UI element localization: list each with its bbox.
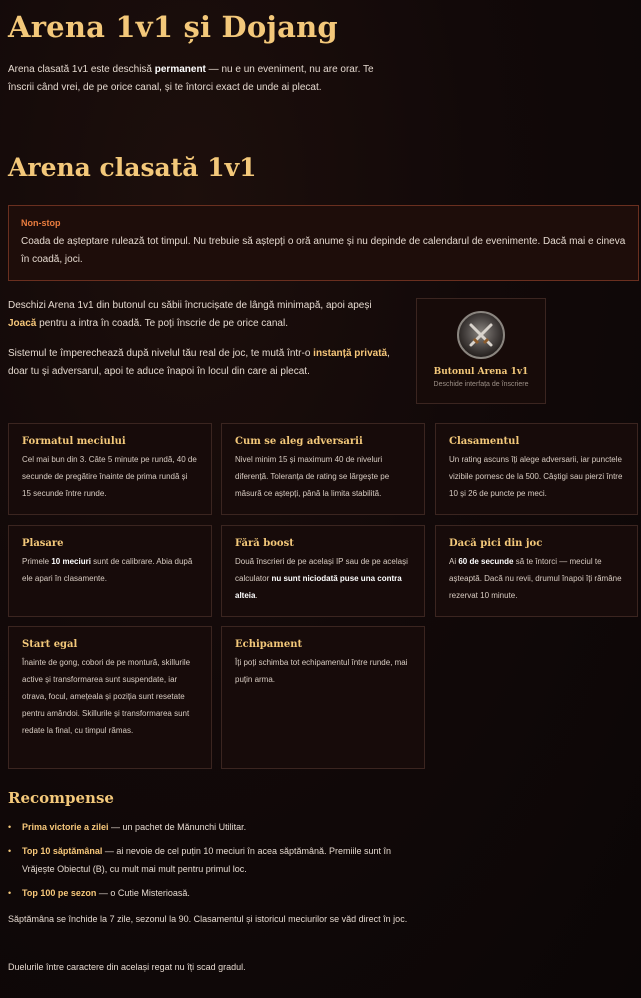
card-title: Fără boost xyxy=(235,538,294,549)
card-text-after: sunt de calibrare. Abia după ele apari în clasamente. xyxy=(22,557,193,583)
card-text-before: Ai xyxy=(449,557,459,566)
card-text-bold: 60 de secunde xyxy=(458,557,514,566)
list-item xyxy=(8,842,408,878)
crossed-swords-icon[interactable] xyxy=(457,311,505,359)
card-text-bold: nu sunt niciodată puse una contra alteia xyxy=(235,574,402,600)
card-text: Cel mai bun din 3. Câte 5 minute pe rundă, 40 de secunde de pregătire înainte de prima rundă și 15 secunde între runde. xyxy=(22,455,197,498)
card-equipment xyxy=(221,626,425,769)
list-item xyxy=(8,884,408,902)
intro-bold: permanent xyxy=(154,64,206,75)
card-text-before: Două înscrieri de pe același IP sau de pe același calculator xyxy=(235,557,408,583)
matchmaking-paragraph xyxy=(8,345,393,381)
rewards-list xyxy=(8,818,408,908)
how-to-open-paragraph xyxy=(8,297,393,333)
season-info: Săptămâna se închide la 7 zile, sezonul la 90. Clasamentul și istoricul meciurilor se văd direct în joc. xyxy=(8,914,408,924)
private-instance-keyword: instanță privată xyxy=(313,348,388,359)
card-title: Echipament xyxy=(235,639,303,650)
card-equal-start xyxy=(8,626,212,769)
card-text: Îți poți schimba tot echipamentul între runde, mai puțin arma. xyxy=(235,658,408,684)
card-text: Înainte de gong, cobori de pe montură, skillurile active și transformarea sunt suspendate, iar otrava, focul, amețeala și poziția sunt resetate pentru amândoi. Skillurile și transformarea sunt redate la final, cu timpul rămas. xyxy=(22,658,191,735)
card-text-bold: 10 meciuri xyxy=(51,557,91,566)
reward-name: Top 100 pe sezon xyxy=(22,888,97,898)
same-realm-note: Duelurile între caractere din același regat nu îți scad gradul. xyxy=(8,962,246,972)
intro-text xyxy=(8,61,388,97)
card-placement xyxy=(8,525,212,617)
reward-desc: — ai nevoie de cel puțin 10 meciuri în acea săptămână. Premiile sunt în Vrăjește Obiectul (B), cu mult mai mult pentru primul loc. xyxy=(22,846,392,874)
card-ranking xyxy=(435,423,638,515)
intro-after: — nu e un eveniment, nu are orar. Te înscrii când vrei, de pe orice canal, și te întorci exact de unde ai plecat. xyxy=(8,64,374,93)
card-text: Un rating ascuns îți alege adversarii, iar punctele vizibile pornesc de la 500. Câștigi sau pierzi între 10 și 26 de puncte pe meci. xyxy=(449,455,623,498)
card-text-after: să te întorci — meciul te așteaptă. Dacă nu revii, drumul înapoi îți rămâne rezervat 10 minute. xyxy=(449,557,622,600)
card-title: Cum se aleg adversarii xyxy=(235,436,363,447)
arena-button-name: Butonul Arena 1v1 xyxy=(433,367,529,377)
card-text-after: . xyxy=(255,591,258,600)
reward-desc: — un pachet de Mănunchi Utilitar. xyxy=(108,822,247,832)
play-keyword: Joacă xyxy=(8,318,37,329)
para2-before: Sistemul te împerechează după nivelul tău real de joc, te mută într-o xyxy=(8,348,314,359)
nonstop-callout xyxy=(8,205,639,281)
reward-name: Prima victorie a zilei xyxy=(22,822,109,832)
card-no-boost xyxy=(221,525,425,617)
card-title: Plasare xyxy=(22,538,64,549)
reward-name: Top 10 săptămânal xyxy=(22,846,103,856)
para2-after: , doar tu și adversarul, apoi te aduce înapoi în locul din care ai plecat. xyxy=(8,348,390,377)
card-text xyxy=(235,553,411,604)
card-title: Formatul meciului xyxy=(22,436,126,447)
para1-after: pentru a intra în coadă. Te poți înscrie de pe orice canal. xyxy=(36,318,288,329)
intro-before: Arena clasată 1v1 este deschisă xyxy=(8,64,155,75)
card-match-format xyxy=(8,423,212,515)
card-text-before: Primele xyxy=(22,557,52,566)
card-title: Clasamentul xyxy=(449,436,520,447)
card-text xyxy=(22,553,198,587)
para1-before: Deschizi Arena 1v1 din butonul cu săbii încrucișate de lângă minimapă, apoi apeși xyxy=(8,300,372,311)
list-item xyxy=(8,818,408,836)
section-title: Arena clasată 1v1 xyxy=(8,153,257,182)
card-text xyxy=(449,553,624,604)
page-title: Arena 1v1 și Dojang xyxy=(8,10,338,44)
callout-tag: Non-stop xyxy=(21,218,61,228)
card-opponents xyxy=(221,423,425,515)
card-disconnect xyxy=(435,525,638,617)
arena-button-card[interactable] xyxy=(416,298,546,404)
callout-text: Coada de așteptare rulează tot timpul. Nu trebuie să aștepți o oră anume și nu depinde de calendarul de evenimente. Dacă mai e cineva în coadă, joci. xyxy=(21,236,626,265)
card-title: Start egal xyxy=(22,639,78,650)
card-title: Dacă pici din joc xyxy=(449,538,543,549)
arena-button-subtitle: Deschide interfața de înscriere xyxy=(433,381,529,388)
rewards-title: Recompense xyxy=(8,789,114,807)
card-text: Nivel minim 15 și maximum 40 de niveluri diferență. Toleranța de rating se lărgește pe măsură ce aștepți, până la limita stabilită. xyxy=(235,455,390,498)
reward-desc: — o Cutie Misterioasă. xyxy=(96,888,190,898)
